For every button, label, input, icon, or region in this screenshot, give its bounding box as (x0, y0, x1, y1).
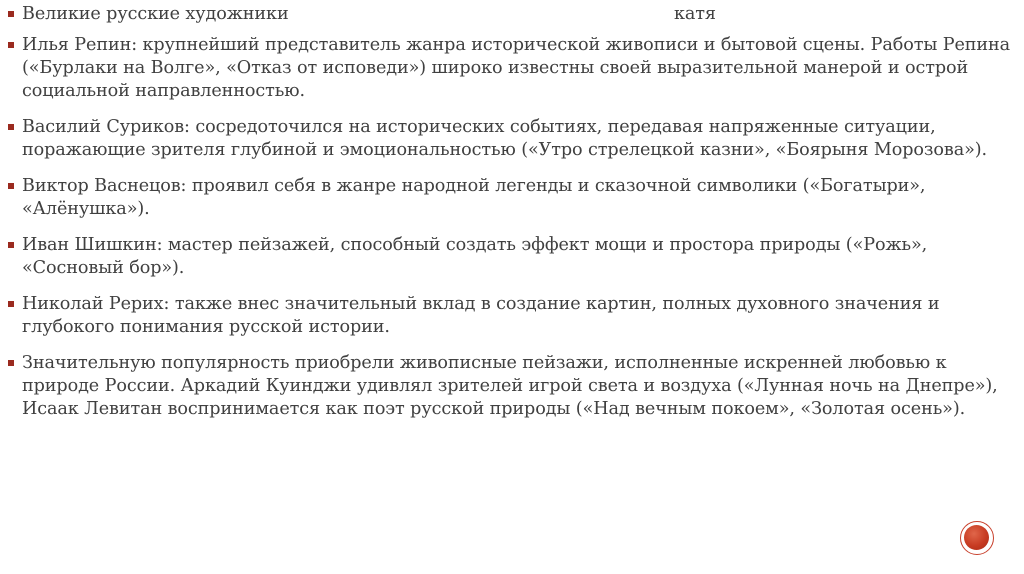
bullet-text: Илья Репин: крупнейший представитель жанра исторической живописи и бытовой сцены. Работы Репина («Бурлаки на Волге», «Отказ от исповеди») широко известны своей выразительной манерой и острой социальной направленностью. (22, 35, 1011, 101)
bullet-item-surikov (6, 116, 1022, 162)
author-name: катя (674, 4, 716, 24)
bullet-text: Виктор Васнецов: проявил себя в жанре народной легенды и сказочной символики («Богатыри», «Алёнушка»). (22, 176, 926, 219)
bullet-text: Иван Шишкин: мастер пейзажей, способный создать эффект мощи и простора природы («Рожь», «Сосновый бор»). (22, 235, 928, 278)
title-row (22, 3, 1022, 26)
bullet-marker-icon (8, 360, 14, 366)
circle-logo-icon (960, 521, 994, 555)
bullet-marker-icon (8, 242, 14, 248)
title-bullet (6, 3, 1022, 26)
bullet-item-landscapes (6, 352, 1022, 421)
bullet-marker-icon (8, 124, 14, 130)
bullet-item-repin (6, 34, 1022, 103)
bullet-marker-icon (8, 11, 14, 17)
bullet-text: Василий Суриков: сосредоточился на исторических событиях, передавая напряженные ситуации, поражающие зрителя глубиной и эмоциональностью («Утро стрелецкой казни», «Боярыня Морозова»). (22, 117, 988, 160)
bullet-item-vasnetsov (6, 175, 1022, 221)
circle-logo-inner (964, 525, 989, 550)
bullet-item-roerich (6, 293, 1022, 339)
bullet-text: Значительную популярность приобрели живописные пейзажи, исполненные искренней любовью к природе России. Аркадий Куинджи удивлял зрителей игрой света и воздуха («Лунная ночь на Днепре»), Исаак Левитан воспринимается как поэт русской природы («Над вечным покоем», «Золотая осень»). (22, 353, 998, 419)
bullet-marker-icon (8, 301, 14, 307)
bullet-marker-icon (8, 183, 14, 189)
bullet-item-shishkin (6, 234, 1022, 280)
bullet-text: Николай Рерих: также внес значительный вклад в создание картин, полных духовного значения и глубокого понимания русской истории. (22, 294, 940, 337)
slide-title: Великие русские художники (22, 4, 289, 24)
bullet-list (6, 3, 1022, 434)
bullet-marker-icon (8, 42, 14, 48)
